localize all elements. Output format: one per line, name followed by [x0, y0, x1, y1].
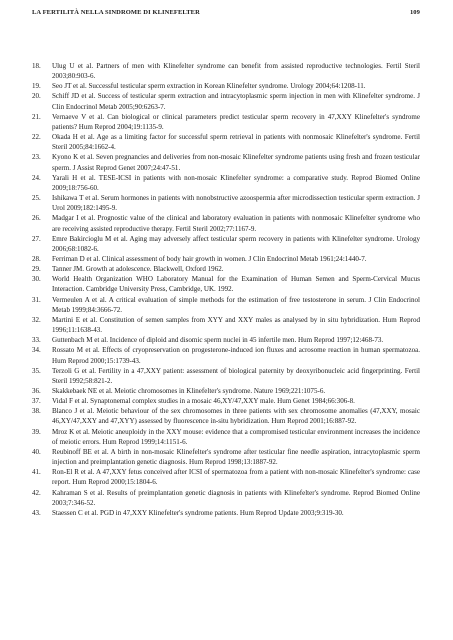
reference-number: 24.	[32, 173, 41, 182]
reference-item	[32, 213, 420, 233]
reference-text: Tanner JM. Growth at adolescence. Blackwell, Oxford 1962.	[52, 265, 224, 274]
reference-number: 32.	[32, 315, 41, 324]
reference-text: Martini E et al. Constitution of semen samples from XYY and XXY males as analysed by in situ hybridization. Hum Reprod 1996;11:1638-43.	[52, 315, 420, 335]
reference-number: 23.	[32, 153, 41, 162]
reference-text: Yarali H et al. TESE-ICSI in patients with non-mosaic Klinefelter syndrome: a comparative study. Reprod Biomed Online 2009;18:756-60.	[52, 173, 420, 192]
reference-item	[32, 254, 420, 264]
reference-number: 25.	[32, 194, 41, 203]
reference-item	[32, 366, 420, 386]
reference-item	[32, 132, 420, 152]
reference-text: Ulug U et al. Partners of men with Klinefelter syndrome can benefit from assisted reproductive technologies. Fertil Steril 2003;80:903-6.	[52, 62, 420, 81]
reference-number: 31.	[32, 295, 41, 304]
reference-number: 43.	[32, 508, 41, 517]
reference-item	[32, 234, 420, 254]
reference-text: Kahraman S et al. Results of preimplantation genetic diagnosis in patients with Klinefelter's syndrome. Reprod Biomed Online 2003;7:346-52.	[52, 488, 420, 507]
reference-number: 34.	[32, 346, 41, 355]
reference-text: Seo JT et al. Successful testicular sperm extraction in Korean Klinefelter syndrome. Urology 2004;64:1208-11.	[52, 82, 366, 91]
reference-text: Terzoli G et al. Fertility in a 47,XXY patient: assessment of biological paternity by deoxyribonucleic acid fingerprinting. Fertil Steril 1992;58:821-2.	[52, 366, 420, 385]
reference-text: Ishikawa T et al. Serum hormones in patients with nonobstructive azoospermia after microdissection testicular sperm extraction. J Urol 2009;182:1495-9.	[52, 194, 420, 213]
reference-text: Mroz K et al. Meiotic aneuploidy in the XXY mouse: evidence that a compromised testicular environment increases the incidence of meiotic errors. Hum Reprod 1999;14:1151-6.	[52, 427, 420, 446]
reference-item	[32, 406, 420, 426]
reference-number: 20.	[32, 92, 41, 101]
reference-number: 33.	[32, 336, 41, 345]
reference-number: 19.	[32, 82, 41, 91]
reference-text: Madgar I et al. Prognostic value of the clinical and laboratory evaluation in patients with nonmosaic Klinefelter syndrome who are receiving assisted reproductive therapy. Fertil Steril 2002;77:1167-9.	[52, 214, 420, 233]
reference-text: Emre Bakircioglu M et al. Aging may adversely affect testicular sperm recovery in patients with Klinefelter syndrome. Urology 2006;68:1082-6.	[52, 234, 420, 253]
reference-number: 28.	[32, 254, 41, 263]
reference-item	[32, 264, 420, 274]
reference-number: 38.	[32, 407, 41, 416]
reference-item	[32, 61, 420, 81]
reference-number: 22.	[32, 133, 41, 142]
reference-text: Vernaeve V et al. Can biological or clinical parameters predict testicular sperm recovery in 47,XXY Klinefelter's syndrome patients? Hum Reprod 2004;19:1135-9.	[52, 112, 420, 131]
reference-item	[32, 295, 420, 315]
reference-item	[32, 91, 420, 111]
reference-number: 21.	[32, 112, 41, 121]
reference-number: 26.	[32, 214, 41, 223]
reference-text: Ron-El R et al. A 47,XXY fetus conceived after ICSI of spermatozoa from a patient with non-mosaic Klinefelter's syndrome: case report. Hum Reprod 2000;15:1804-6.	[52, 468, 420, 487]
running-header	[32, 6, 420, 18]
reference-item	[32, 335, 420, 345]
reference-text: Okada H et al. Age as a limiting factor for successful sperm retrieval in patients with nonmosaic Klinefelter's syndrome. Fertil Steril 2005;84:1662-4.	[52, 133, 420, 152]
reference-item	[32, 315, 420, 335]
reference-number: 30.	[32, 275, 41, 284]
reference-number: 29.	[32, 265, 41, 274]
reference-text: World Health Organization WHO Laboratory Manual for the Examination of Human Semen and Sperm-Cervical Mucus Interaction. Cambridge University Press, Cambridge, UK. 1992.	[52, 275, 420, 294]
reference-item	[32, 396, 420, 406]
reference-number: 18.	[32, 62, 41, 70]
reference-item	[32, 345, 420, 365]
reference-text: Guttenbach M et al. Incidence of diploid and disomic sperm nuclei in 45 infertile men. Hum Reprod 1997;12:468-73.	[52, 336, 384, 345]
reference-item	[32, 488, 420, 508]
reference-text: Kyono K et al. Seven pregnancies and deliveries from non-mosaic Klinefelter syndrome patients using fresh and frozen testicular sperm. J Assist Reprod Genet 2007;24:47-51.	[52, 153, 420, 172]
running-title: LA FERTILITÀ NELLA SINDROME DI KLINEFELTER	[32, 8, 200, 16]
page-number: 109	[409, 8, 420, 16]
reference-number: 40.	[32, 447, 41, 456]
reference-item	[32, 274, 420, 294]
reference-text: Vermeulen A et al. A critical evaluation of simple methods for the estimation of free testosterone in serum. J Clin Endocrinol Metab 1999;84:3666-72.	[52, 295, 420, 314]
reference-text: Vidal F et al. Synaptonemal complex studies in a mosaic 46,XY/47,XXY male. Hum Genet 1984;66:306-8.	[52, 397, 355, 406]
reference-list	[32, 61, 420, 518]
reference-item	[32, 81, 420, 91]
reference-item	[32, 386, 420, 396]
reference-text: Skakkebaek NE et al. Meiotic chromosomes in Klinefelter's syndrome. Nature 1969;221:1075-6.	[52, 387, 326, 395]
reference-text: Staessen C et al. PGD in 47,XXY Klinefelter's syndrome patients. Hum Reprod Update 2003;9:319-30.	[52, 508, 344, 517]
reference-item	[32, 173, 420, 193]
reference-item	[32, 508, 420, 518]
reference-number: 42.	[32, 488, 41, 497]
reference-item	[32, 447, 420, 467]
reference-item	[32, 467, 420, 487]
reference-item	[32, 193, 420, 213]
reference-item	[32, 152, 420, 172]
reference-number: 35.	[32, 366, 41, 375]
reference-number: 39.	[32, 427, 41, 436]
reference-item	[32, 112, 420, 132]
reference-text: Ferriman D et al. Clinical assessment of body hair growth in women. J Clin Endocrinol Metab 1961;24:1440-7.	[52, 254, 367, 263]
reference-text: Reubinoff BE et al. A birth in non-mosaic Klinefelter's syndrome after testicular fine needle aspiration, intracytoplasmic sperm injection and preimplantation genetic diagnosis. Hum Reprod 1998;13:1887-92.	[52, 447, 420, 467]
reference-text: Schiff JD et al. Success of testicular sperm extraction and intracytoplasmic sperm injection in men with Klinefelter syndrome. J Clin Endocrinol Metab 2005;90:6263-7.	[52, 92, 420, 111]
reference-item	[32, 427, 420, 447]
reference-text: Rossato M et al. Effects of cryopreservation on progesterone-induced ion fluxes and acrosome reaction in human spermatozoa. Hum Reprod 2000;15:1739-43.	[52, 346, 420, 365]
reference-number: 41.	[32, 468, 41, 477]
reference-text: Blanco J et al. Meiotic behaviour of the sex chromosomes in three patients with sex chromosome anomalies (47,XXY, mosaic 46,XY/47,XXY and 47,XYY) assessed by fluorescence in-situ hybridization. Hum Reprod 2001;16:887-92.	[52, 407, 420, 426]
reference-number: 27.	[32, 234, 41, 243]
reference-number: 36.	[32, 387, 41, 395]
reference-number: 37.	[32, 397, 41, 406]
